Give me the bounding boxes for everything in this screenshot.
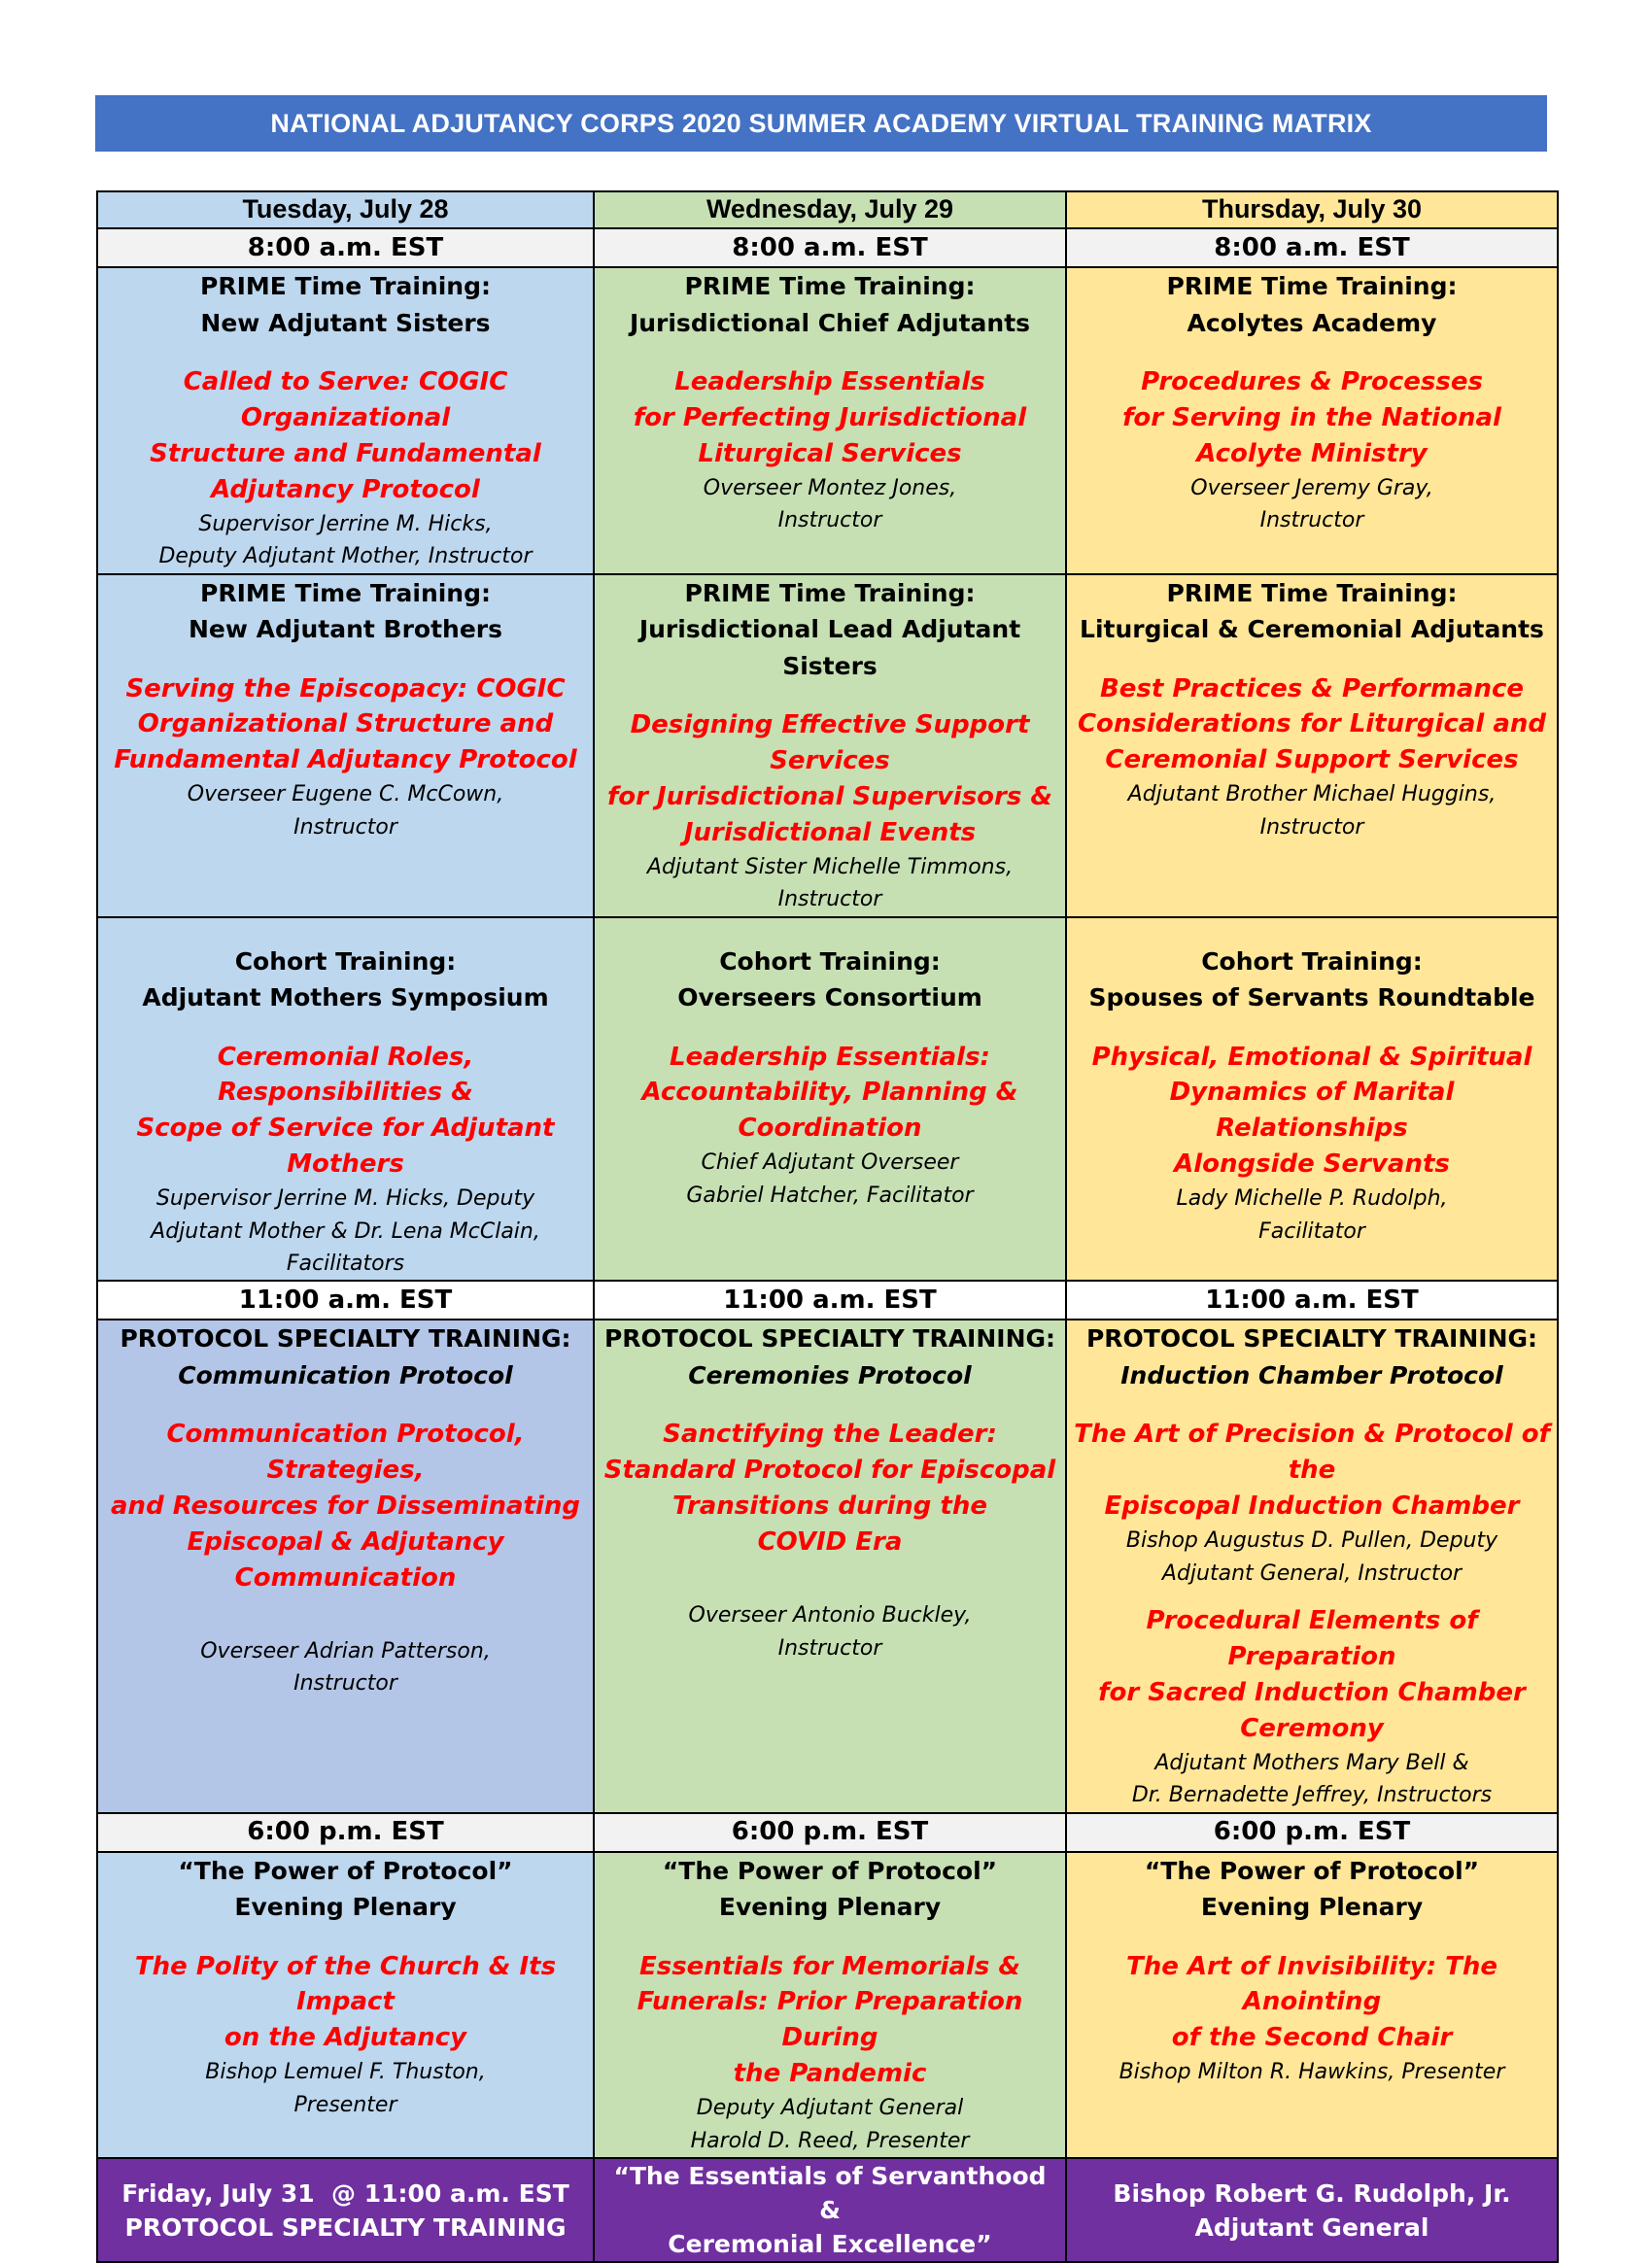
training-audience: Overseers Consortium xyxy=(677,983,982,1011)
footer-signature xyxy=(1066,2158,1558,2262)
time-cell: 11:00 a.m. EST xyxy=(97,1281,594,1320)
training-label: PRIME Time Training: xyxy=(1166,578,1458,607)
session-title-line: on the Adjutancy xyxy=(224,2023,467,2053)
presenter-line: Bishop Augustus D. Pullen, Deputy xyxy=(1125,1528,1498,1554)
training-audience: New Adjutant Brothers xyxy=(188,615,503,643)
training-label: PRIME Time Training: xyxy=(684,272,976,300)
session-title-line: Standard Protocol for Episcopal xyxy=(603,1456,1056,1486)
session-title-line: Episcopal & Adjutancy xyxy=(187,1527,504,1558)
session-row xyxy=(97,917,1558,1282)
session-title-line: Designing Effective Support Services xyxy=(630,710,1030,775)
time-row-midday xyxy=(97,1281,1558,1320)
training-label: PRIME Time Training: xyxy=(684,578,976,607)
training-audience: Adjutant Mothers Symposium xyxy=(142,983,549,1011)
time-cell: 8:00 a.m. EST xyxy=(97,228,594,267)
session-title-line: COVID Era xyxy=(757,1527,903,1558)
training-track: Communication Protocol xyxy=(178,1360,513,1389)
session-cell xyxy=(97,267,594,574)
session-title-line: for Perfecting Jurisdictional xyxy=(633,402,1027,432)
session-title-line: Adjutancy Protocol xyxy=(211,474,480,504)
presenter-line: Deputy Adjutant Mother, Instructor xyxy=(158,544,533,569)
session-title-line: Organizational Structure and xyxy=(137,709,554,739)
session-cell xyxy=(594,1852,1066,2159)
training-label: PROTOCOL SPECIALTY TRAINING: xyxy=(1085,1324,1538,1354)
time-cell: 6:00 p.m. EST xyxy=(594,1813,1066,1852)
training-label: “The Power of Protocol” xyxy=(1144,1856,1480,1885)
presenter-line: Adjutant General, Instructor xyxy=(1161,1560,1463,1586)
session-title-line: Scope of Service for Adjutant Mothers xyxy=(136,1114,555,1180)
presenter-line: Supervisor Jerrine M. Hicks, Deputy xyxy=(155,1186,535,1212)
session-title-line: the Pandemic xyxy=(733,2059,927,2089)
footer-line: PROTOCOL SPECIALTY TRAINING xyxy=(124,2212,567,2242)
session-title-line: Dynamics of Marital Relationships xyxy=(1169,1078,1455,1144)
training-label: Cohort Training: xyxy=(234,946,457,976)
footer-line: Ceremonial Excellence” xyxy=(668,2230,992,2259)
presenter-line: Instructor xyxy=(777,887,882,912)
time-cell: 11:00 a.m. EST xyxy=(1066,1281,1558,1320)
session-title-line: Leadership Essentials xyxy=(674,367,985,396)
session-title-line: Leadership Essentials: xyxy=(670,1042,990,1072)
footer-row xyxy=(97,2158,1558,2262)
presenter-line: Instructor xyxy=(1259,508,1364,533)
session-title-line: Fundamental Adjutancy Protocol xyxy=(114,745,577,775)
session-title-line: Procedures & Processes xyxy=(1141,367,1483,396)
session-title-line: for Sacred Induction Chamber xyxy=(1098,1677,1526,1707)
training-label: PRIME Time Training: xyxy=(200,578,491,607)
session-cell xyxy=(97,1320,594,1812)
training-audience: Evening Plenary xyxy=(718,1893,942,1922)
presenter-line: Instructor xyxy=(777,508,882,533)
training-label: PROTOCOL SPECIALTY TRAINING: xyxy=(603,1324,1056,1354)
training-label: Cohort Training: xyxy=(719,946,941,976)
presenter-line: Overseer Adrian Patterson, xyxy=(200,1638,491,1663)
presenter-line: Instructor xyxy=(293,814,397,840)
session-cell xyxy=(1066,917,1558,1282)
presenter-line: Overseer Jeremy Gray, xyxy=(1190,475,1433,500)
session-title-line: Liturgical Services xyxy=(698,438,962,468)
session-cell xyxy=(594,267,1066,574)
session-cell xyxy=(594,1320,1066,1812)
session-cell xyxy=(1066,1320,1558,1812)
training-audience: Jurisdictional Lead Adjutant Sisters xyxy=(638,615,1021,680)
presenter-line: Instructor xyxy=(1259,814,1364,840)
training-audience: Spouses of Servants Roundtable xyxy=(1088,983,1535,1011)
session-title-line: Called to Serve: COGIC Organizational xyxy=(183,367,508,432)
session-title-line: and Resources for Disseminating xyxy=(111,1492,580,1522)
session-title-line: Ceremony xyxy=(1240,1713,1384,1743)
training-audience: Evening Plenary xyxy=(1200,1893,1424,1922)
page-title: NATIONAL ADJUTANCY CORPS 2020 SUMMER ACADEMY VIRTUAL TRAINING MATRIX xyxy=(95,95,1547,152)
presenter-line: Instructor xyxy=(777,1635,882,1661)
session-cell xyxy=(97,1852,594,2159)
training-audience: Acolytes Academy xyxy=(1187,308,1437,337)
session-cell xyxy=(97,574,594,917)
time-cell: 8:00 a.m. EST xyxy=(1066,228,1558,267)
session-row xyxy=(97,1852,1558,2159)
session-title-line: Accountability, Planning & xyxy=(641,1078,1018,1108)
day-thursday: Thursday, July 30 xyxy=(1066,191,1558,228)
session-title-line: The Polity of the Church & Its Impact xyxy=(134,1951,557,2017)
session-title-line: Physical, Emotional & Spiritual xyxy=(1091,1042,1532,1072)
session-title-line: Best Practices & Performance xyxy=(1099,673,1525,703)
session-title-line: for Jurisdictional Supervisors & xyxy=(606,781,1053,811)
session-title-line: for Serving in the National xyxy=(1122,402,1501,432)
presenter-line: Adjutant Sister Michelle Timmons, xyxy=(646,854,1014,879)
training-audience: New Adjutant Sisters xyxy=(200,308,491,337)
session-title-line: Jurisdictional Events xyxy=(683,817,977,847)
session-title-line: Funerals: Prior Preparation During xyxy=(637,1987,1023,2053)
training-label: PROTOCOL SPECIALTY TRAINING: xyxy=(120,1324,571,1354)
training-audience: Jurisdictional Chief Adjutants xyxy=(629,308,1031,337)
session-title-line: Considerations for Liturgical and xyxy=(1077,709,1547,739)
session-title-line: of the Second Chair xyxy=(1171,2023,1453,2053)
training-matrix xyxy=(96,190,1559,2263)
presenter-line: Overseer Eugene C. McCown, xyxy=(187,782,504,807)
session-title-line: The Art of Precision & Protocol of the xyxy=(1074,1420,1550,1486)
day-header-row xyxy=(97,191,1558,228)
presenter-line: Harold D. Reed, Presenter xyxy=(690,2128,970,2153)
session-title-line: Episcopal Induction Chamber xyxy=(1104,1492,1520,1522)
presenter-line: Dr. Bernadette Jeffrey, Instructors xyxy=(1131,1783,1493,1808)
training-audience: Liturgical & Ceremonial Adjutants xyxy=(1080,615,1544,643)
session-title-line: Serving the Episcopacy: COGIC xyxy=(125,673,566,703)
session-cell xyxy=(1066,267,1558,574)
session-cell xyxy=(594,574,1066,917)
session-cell xyxy=(594,917,1066,1282)
session-cell xyxy=(97,917,594,1282)
session-title-line: Structure and Fundamental xyxy=(150,438,541,468)
presenter-line: Instructor xyxy=(293,1671,397,1697)
presenter-line: Overseer Montez Jones, xyxy=(703,475,957,500)
presenter-line: Facilitator xyxy=(1258,1218,1365,1244)
training-track: Ceremonies Protocol xyxy=(688,1360,972,1389)
session-title-line: Communication xyxy=(234,1563,457,1594)
presenter-line: Facilitators xyxy=(286,1252,405,1276)
time-cell: 8:00 a.m. EST xyxy=(594,228,1066,267)
presenter-line: Adjutant Mothers Mary Bell & xyxy=(1154,1750,1469,1775)
training-label: “The Power of Protocol” xyxy=(178,1856,513,1885)
presenter-line: Presenter xyxy=(293,2092,397,2117)
footer-line: “The Essentials of Servanthood & xyxy=(613,2162,1047,2225)
footer-line: Adjutant General xyxy=(1194,2212,1429,2242)
presenter-line: Bishop Lemuel F. Thuston, xyxy=(205,2060,486,2085)
training-label: PRIME Time Training: xyxy=(1166,272,1458,300)
training-label: Cohort Training: xyxy=(1201,946,1423,976)
time-row-morning xyxy=(97,228,1558,267)
presenter-line: Supervisor Jerrine M. Hicks, xyxy=(198,511,493,536)
session-row xyxy=(97,574,1558,917)
session-cell xyxy=(1066,1852,1558,2159)
session-title-line: Sanctifying the Leader: xyxy=(663,1420,997,1450)
session-row xyxy=(97,1320,1558,1812)
session-title-line: Communication Protocol, Strategies, xyxy=(166,1420,525,1486)
session-title-line: Procedural Elements of Preparation xyxy=(1146,1606,1478,1671)
session-title-line: Ceremonial Support Services xyxy=(1105,745,1519,775)
presenter-line: Bishop Milton R. Hawkins, Presenter xyxy=(1119,2060,1505,2085)
day-tuesday: Tuesday, July 28 xyxy=(97,191,594,228)
presenter-line: Adjutant Brother Michael Huggins, xyxy=(1127,782,1497,807)
time-cell: 6:00 p.m. EST xyxy=(1066,1813,1558,1852)
day-wednesday: Wednesday, July 29 xyxy=(594,191,1066,228)
session-title-line: Coordination xyxy=(738,1114,922,1144)
presenter-line: Gabriel Hatcher, Facilitator xyxy=(686,1183,974,1208)
presenter-line: Deputy Adjutant General xyxy=(696,2096,964,2121)
session-title-line: Alongside Servants xyxy=(1174,1149,1450,1180)
footer-theme xyxy=(594,2158,1066,2262)
footer-line: Friday, July 31 @ 11:00 a.m. EST xyxy=(121,2178,569,2208)
time-cell: 11:00 a.m. EST xyxy=(594,1281,1066,1320)
training-audience: Evening Plenary xyxy=(234,1893,457,1922)
training-track: Induction Chamber Protocol xyxy=(1120,1360,1503,1389)
session-title-line: The Art of Invisibility: The Anointing xyxy=(1125,1951,1498,2017)
footer-friday-note xyxy=(97,2158,594,2262)
footer-line: Bishop Robert G. Rudolph, Jr. xyxy=(1113,2178,1511,2208)
session-row xyxy=(97,267,1558,574)
session-title-line: Ceremonial Roles, Responsibilities & xyxy=(217,1042,474,1108)
time-cell: 6:00 p.m. EST xyxy=(97,1813,594,1852)
session-cell xyxy=(1066,574,1558,917)
presenter-line: Overseer Antonio Buckley, xyxy=(688,1603,972,1629)
training-label: “The Power of Protocol” xyxy=(662,1856,998,1885)
presenter-line: Chief Adjutant Overseer xyxy=(701,1150,959,1176)
time-row-evening xyxy=(97,1813,1558,1852)
session-title-line: Essentials for Memorials & xyxy=(638,1951,1021,1981)
presenter-line: Lady Michelle P. Rudolph, xyxy=(1176,1186,1448,1212)
session-title-line: Transitions during the xyxy=(672,1492,987,1522)
training-label: PRIME Time Training: xyxy=(200,272,491,300)
presenter-line: Adjutant Mother & Dr. Lena McClain, xyxy=(151,1218,540,1244)
session-title-line: Acolyte Ministry xyxy=(1196,438,1428,468)
